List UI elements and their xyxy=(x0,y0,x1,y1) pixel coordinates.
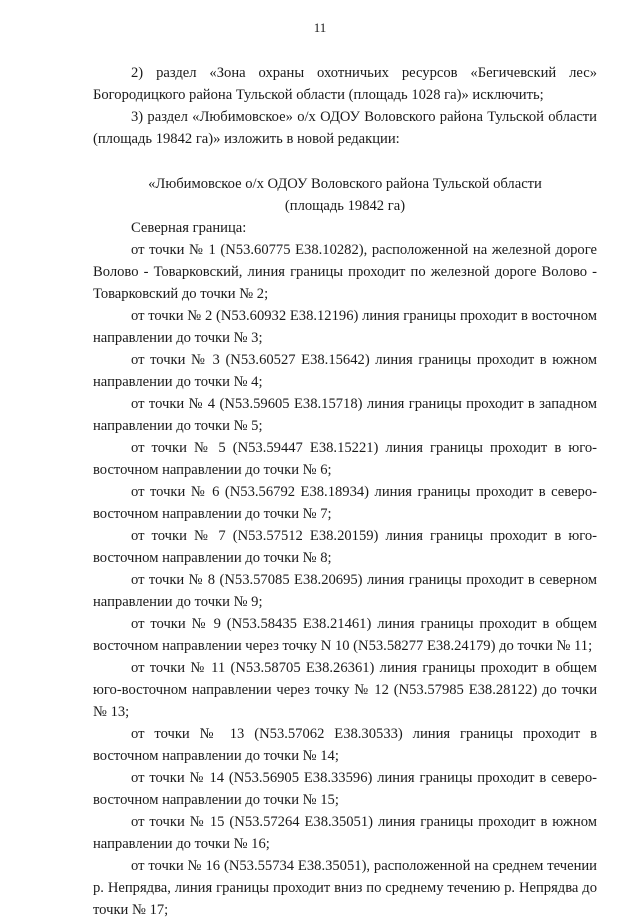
boundary-segment: от точки № 5 (N53.59447 E38.15221) линия границы проходит в юго-восточном направлении до точки № 6; xyxy=(93,440,597,478)
section-title-line-2: (площадь 19842 га) xyxy=(284,198,406,214)
boundary-segment: от точки № 2 (N53.60932 E38.12196) линия границы проходит в восточном направлении до точки № 3; xyxy=(93,308,597,346)
boundary-segment: от точки № 4 (N53.59605 E38.15718) линия границы проходит в западном направлении до точки № 5; xyxy=(93,396,597,434)
boundary-segment: от точки № 7 (N53.57512 E38.20159) линия границы проходит в юго-восточном направлении до точки № 8; xyxy=(93,528,597,566)
intro-paragraph-3: 3) раздел «Любимовское» о/х ОДОУ Воловского района Тульской области (площадь 19842 га)» изложить в новой редакции: xyxy=(93,109,597,147)
boundary-segment: от точки № 3 (N53.60527 E38.15642) линия границы проходит в южном направлении до точки № 4; xyxy=(93,352,597,390)
boundary-segment: от точки № 13 (N53.57062 E38.30533) линия границы проходит в восточном направлении до точки № 14; xyxy=(93,726,597,764)
boundary-segment: от точки № 11 (N53.58705 E38.26361) линия границы проходит в общем юго-восточном направлении через точку № 12 (N53.57985 E38.28122) до точки № 13; xyxy=(93,660,597,720)
boundary-segment: от точки № 14 (N53.56905 E38.33596) линия границы проходит в северо-восточном направлении до точки № 15; xyxy=(93,770,597,808)
boundary-segment: от точки № 8 (N53.57085 E38.20695) линия границы проходит в северном направлении до точки № 9; xyxy=(93,572,597,610)
north-border-heading: Северная граница: xyxy=(131,220,247,236)
boundary-segment: от точки № 1 (N53.60775 E38.10282), расположенной на железной дороге Волово - Товарковский, линия границы проходит по железной дороге Волово - Товарковский до точки № 2; xyxy=(93,242,597,302)
section-title-line-1: «Любимовское о/х ОДОУ Воловского района Тульской области xyxy=(148,176,542,192)
page-number: 11 xyxy=(313,20,327,35)
boundary-segment: от точки № 16 (N53.55734 E38.35051), расположенной на среднем течении р. Непрядва, линия границы проходит вниз по среднему течению р. Непрядва до точки № 17; xyxy=(93,858,597,918)
section-title xyxy=(93,173,597,217)
intro-paragraph-2: 2) раздел «Зона охраны охотничьих ресурсов «Бегичевский лес» Богородицкого района Тульской области (площадь 1028 га)» исключить; xyxy=(93,65,597,103)
boundary-segment: от точки № 15 (N53.57264 E38.35051) линия границы проходит в южном направлении до точки № 16; xyxy=(93,814,597,852)
boundary-segment: от точки № 9 (N53.58435 E38.21461) линия границы проходит в общем восточном направлении через точку N 10 (N53.58277 E38.24179) до точки № 11; xyxy=(93,616,597,654)
boundary-segment: от точки № 6 (N53.56792 E38.18934) линия границы проходит в северо-восточном направлении до точки № 7; xyxy=(93,484,597,522)
document-body xyxy=(93,62,597,921)
